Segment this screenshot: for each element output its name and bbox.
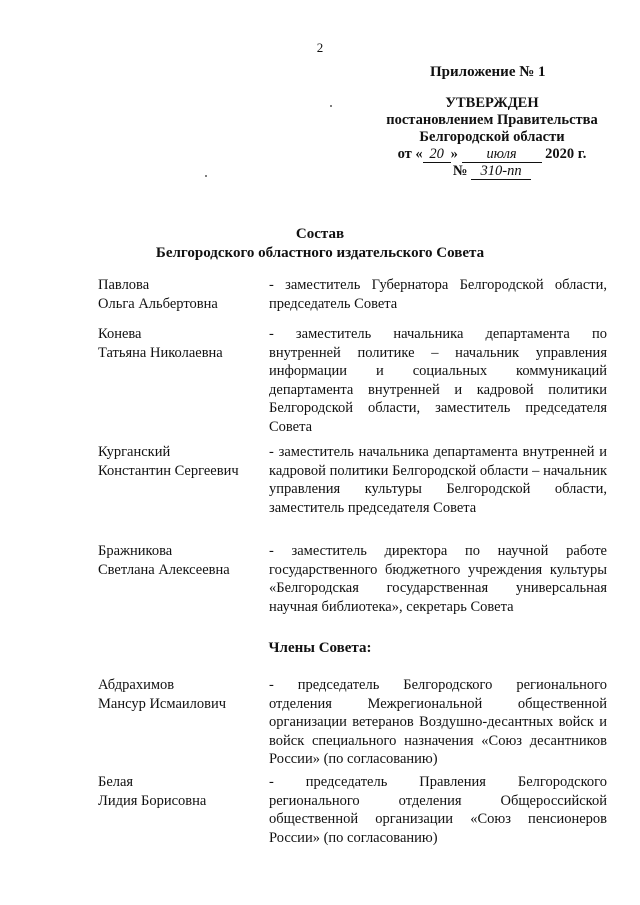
member-given-names: Татьяна Николаевна — [98, 344, 223, 361]
member-role: - председатель Белгородского регионального отделения Межрегиональной общественной организации ветеранов Воздушно-десантных войск и войск специального назначения «Союз десантников России» (по согласованию) — [269, 677, 607, 767]
scan-speck — [205, 175, 207, 177]
member-surname: Конева — [98, 326, 142, 342]
approval-month: июля — [462, 147, 542, 163]
member-role: - заместитель начальника департамента по внутренней политике – начальник управления информации и социальных коммуникаций департамента внутренней и кадровой политики Белгородской области, заместитель председателя Совета — [269, 326, 607, 435]
member-given-names: Светлана Алексеевна — [98, 561, 230, 578]
member-given-names: Мансур Исмаилович — [98, 695, 227, 712]
member-role: - председатель Правления Белгородского регионального отделения Общероссийской общественной организации «Союз пенсионеров России» (по согласованию) — [269, 774, 607, 846]
page-number: 2 — [316, 40, 324, 55]
approval-day: 20 — [423, 147, 451, 163]
member-surname: Бражникова — [98, 543, 173, 559]
approval-heading: УТВЕРЖДЕН — [445, 95, 539, 111]
members-heading: Члены Совета: — [268, 640, 372, 656]
approval-number: 310-пп — [471, 164, 531, 180]
approval-line-2: Белгородской области — [419, 129, 565, 145]
member-role: - заместитель Губернатора Белгородской области, председатель Совета — [269, 277, 607, 312]
scan-speck — [330, 105, 332, 107]
title-line-2: Белгородского областного издательского Совета — [155, 245, 485, 261]
approval-number-line — [352, 163, 632, 180]
member-given-names: Лидия Борисовна — [98, 792, 207, 809]
approval-block — [352, 95, 632, 180]
member-role: - заместитель директора по научной работе государственного бюджетного учреждения культуры «Белгородская государственная универсальная научная библиотека», секретарь Совета — [269, 543, 607, 615]
date-prefix: от « — [397, 146, 423, 162]
number-prefix: № — [452, 163, 468, 179]
member-surname: Павлова — [98, 277, 150, 293]
member-name — [98, 773, 268, 810]
member-name — [98, 325, 268, 362]
approval-line-1: постановлением Правительства — [386, 112, 598, 128]
member-surname: Курганский — [98, 444, 171, 460]
member-surname: Белая — [98, 774, 134, 790]
member-given-names: Константин Сергеевич — [98, 462, 239, 479]
appendix-label: Приложение № 1 — [430, 64, 546, 80]
date-mid: » — [450, 146, 458, 162]
member-role: - заместитель начальника департамента внутренней и кадровой политики Белгородской области – начальник управления культуры Белгородской области, заместитель председателя Совета — [269, 444, 607, 516]
member-name — [98, 542, 268, 579]
approval-year: 2020 г. — [545, 146, 587, 162]
member-name — [98, 676, 268, 713]
member-surname: Абдрахимов — [98, 677, 175, 693]
member-name — [98, 443, 268, 480]
document-title — [0, 225, 640, 263]
member-given-names: Ольга Альбертовна — [98, 295, 218, 312]
approval-date — [352, 146, 632, 163]
member-name — [98, 276, 268, 313]
title-line-1: Состав — [295, 226, 345, 242]
